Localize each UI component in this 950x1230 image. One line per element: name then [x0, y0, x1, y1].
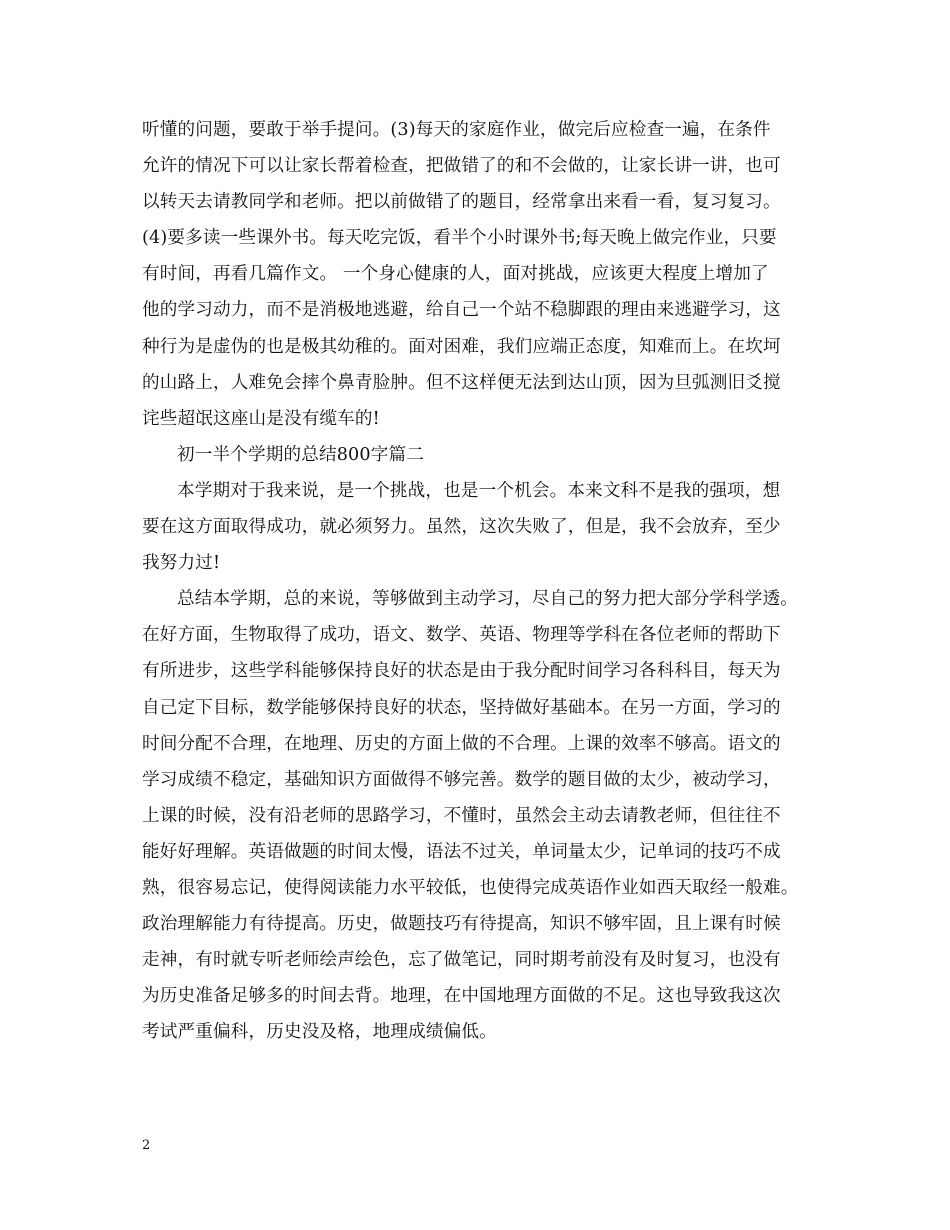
text-line: 有时间，再看几篇作文。 一个身心健康的人，面对挑战，应该更大程度上增加了	[142, 264, 769, 285]
text-line: 学习成绩不稳定，基础知识方面做得不够完善。数学的题目做的太少，被动学习，	[142, 769, 781, 790]
text-line: 的山路上，人难免会摔个鼻青脸肿。但不这样便无法到达山顶，因为旦弧测旧爻搅	[142, 372, 781, 393]
text-line: 能好好理解。英语做题的时间太慢，语法不过关，单词量太少，记单词的技巧不成	[142, 841, 781, 862]
text-line: (4)要多读一些课外书。每天吃完饭，看半个小时课外书;每天晚上做完作业，只要	[142, 228, 777, 249]
text-line: 在好方面，生物取得了成功，语文、数学、英语、物理等学科在各位老师的帮助下	[142, 625, 781, 646]
text-line: 要在这方面取得成功，就必须努力。虽然，这次失败了，但是，我不会放弃，至少	[142, 517, 781, 538]
text-line: 总结本学期，总的来说，等够做到主动学习，尽自己的努力把大部分学科学透。	[177, 589, 799, 610]
text-line: 熟，很容易忘记，使得阅读能力水平较低，也使得完成英语作业如西天取经一般难。	[142, 877, 799, 898]
text-line: 听懂的问题，要敢于举手提问。(3)每天的家庭作业，做完后应检查一遍，在条件	[142, 120, 771, 140]
text-line: 种行为是虚伪的也是极其幼稚的。面对困难，我们应端正态度，知难而上。在坎坷	[142, 336, 781, 357]
text-line: 我努力过!	[142, 553, 221, 574]
text-line: 考试严重偏科，历史没及格，地理成绩偏低。	[142, 1022, 497, 1043]
text-line: 以转天去请教同学和老师。把以前做错了的题目，经常拿出来看一看，复习复习。	[142, 192, 781, 213]
text-line: 时间分配不合理，在地理、历史的方面上做的不合理。上课的效率不够高。语文的	[142, 733, 781, 754]
text-line: 为历史准备足够多的时间去背。地理，在中国地理方面做的不足。这也导致我这次	[142, 986, 781, 1007]
text-line: 走神，有时就专听老师绘声绘色，忘了做笔记，同时期考前没有及时复习，也没有	[142, 950, 781, 971]
text-line: 上课的时候，没有沿老师的思路学习，不懂时，虽然会主动去请教老师，但往往不	[142, 805, 781, 826]
text-line: 允许的情况下可以让家长帮着检查，把做错了的和不会做的，让家长讲一讲，也可	[142, 156, 781, 177]
text-line: 他的学习动力，而不是消极地逃避，给自己一个站不稳脚跟的理由来逃避学习，这	[142, 300, 781, 321]
text-line: 有所进步，这些学科能够保持良好的状态是由于我分配时间学习各科科目，每天为	[142, 661, 781, 682]
text-line: 诧些超氓这座山是没有缆车的!	[142, 408, 380, 429]
text-line: 政治理解能力有待提高。历史，做题技巧有待提高，知识不够牢固，且上课有时候	[142, 914, 781, 935]
page-number: 2	[142, 1138, 151, 1153]
body-text	[142, 112, 822, 1050]
text-line: 自己定下目标，数学能够保持良好的状态，坚持做好基础本。在另一方面，学习的	[142, 697, 781, 718]
text-line: 本学期对于我来说，是一个挑战，也是一个机会。本来文科不是我的强项，想	[177, 480, 781, 501]
section-heading: 初一半个学期的总结800字篇二	[177, 444, 424, 465]
